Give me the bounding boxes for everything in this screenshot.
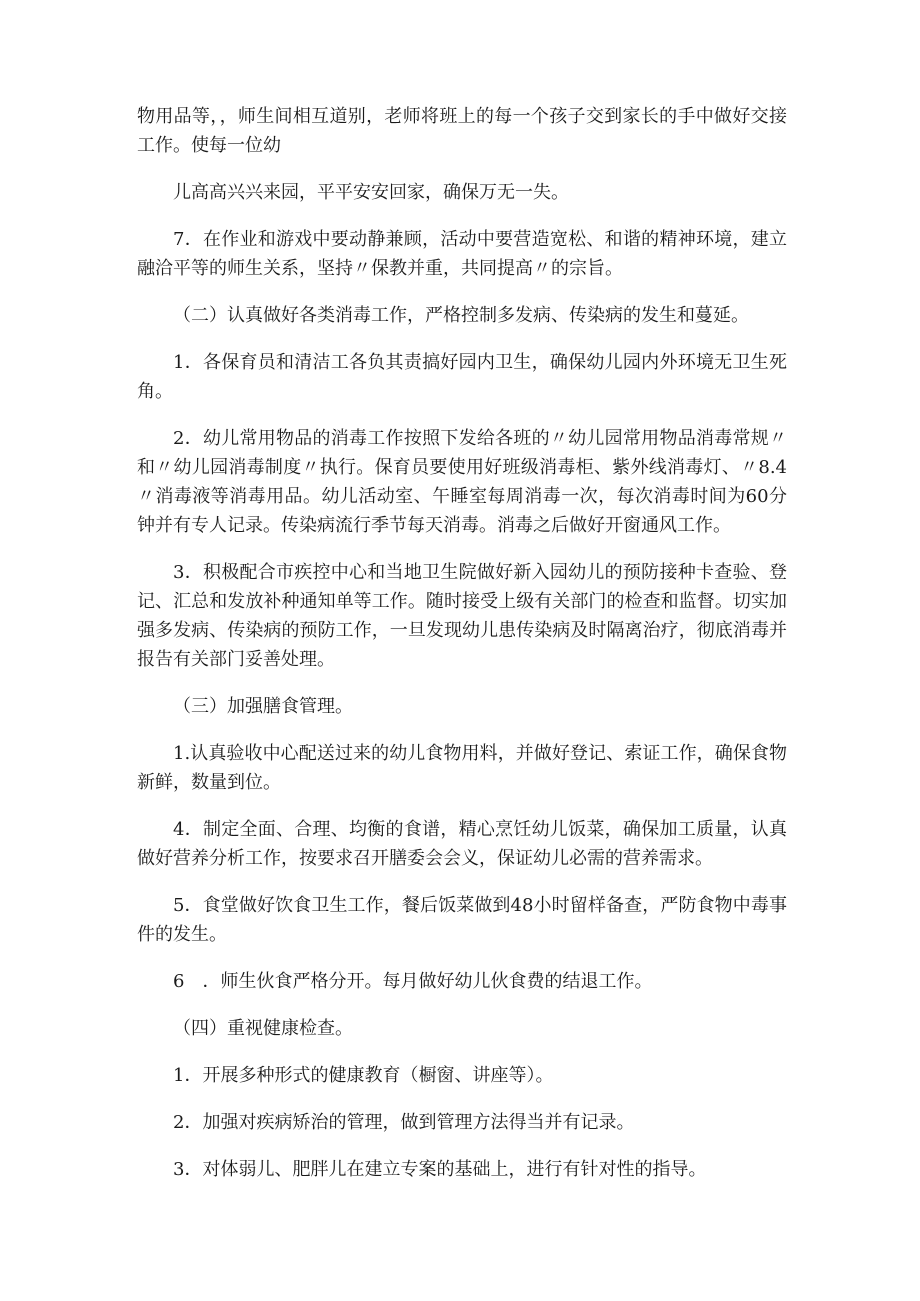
paragraph-item-1: 1．开展多种形式的健康教育（橱窗、讲座等）。 <box>173 1065 554 1086</box>
section-heading-2: （二）认真做好各类消毒工作，严格控制多发病、传染病的发生和蔓延。 <box>173 305 749 326</box>
section-heading-3: （三）加强膳食管理。 <box>173 696 353 717</box>
paragraph-item-3: 3．对体弱儿、肥胖儿在建立专案的基础上，进行有针对性的指导。 <box>173 1159 707 1180</box>
paragraph: 儿高高兴兴来园，平平安安回家，确保万无一失。 <box>173 182 569 203</box>
section-heading-4: （四）重视健康检查。 <box>173 1018 353 1039</box>
paragraph-item-6: 6 ．师生伙食严格分开。每月做好幼儿伙食费的结退工作。 <box>173 971 653 992</box>
paragraph-item-5: 5．食堂做好饮食卫生工作，餐后饭菜做到48小时留样备查，严防食物中毒事件的发生。 <box>137 895 787 945</box>
paragraph-item-1: 1．各保育员和清洁工各负其责搞好园内卫生，确保幼儿园内外环境无卫生死角。 <box>137 352 787 402</box>
paragraph-item-2: 2．幼儿常用物品的消毒工作按照下发给各班的〃幼儿园常用物品消毒常规〃和〃幼儿园消毒制度〃执行。保育员要使用好班级消毒柜、紫外线消毒灯、〃8.4〃消毒液等消毒用品。幼儿活动室、午睡室每周消毒一次，每次消毒时间为60分钟并有专人记录。传染病流行季节每天消毒。消毒之后做好开窗通风工作。 <box>137 428 787 536</box>
paragraph-item-1: 1.认真验收中心配送过来的幼儿食物用料，并做好登记、索证工作，确保食物新鲜，数量到位。 <box>137 743 787 793</box>
paragraph-item-7: 7．在作业和游戏中要动静兼顾，活动中要营造宽松、和谐的精神环境，建立融洽平等的师生关系，坚持〃保教并重，共同提高〃的宗旨。 <box>137 229 787 279</box>
paragraph-continued: 物用品等，，师生间相互道别，老师将班上的每一个孩子交到家长的手中做好交接工作。使每一位幼 <box>137 106 787 156</box>
paragraph-item-2: 2．加强对疾病矫治的管理，做到管理方法得当并有记录。 <box>173 1112 635 1133</box>
paragraph-item-3: 3．积极配合市疾控中心和当地卫生院做好新入园幼儿的预防接种卡查验、登记、汇总和发放补种通知单等工作。随时接受上级有关部门的检查和监督。切实加强多发病、传染病的预防工作，一旦发现幼儿患传染病及时隔离治疗，彻底消毒并报告有关部门妥善处理。 <box>137 562 787 670</box>
paragraph-item-4: 4．制定全面、合理、均衡的食谱，精心烹饪幼儿饭菜，确保加工质量，认真做好营养分析工作，按要求召开膳委会会义，保证幼儿必需的营养需求。 <box>137 819 787 869</box>
document-body <box>137 102 787 1184</box>
